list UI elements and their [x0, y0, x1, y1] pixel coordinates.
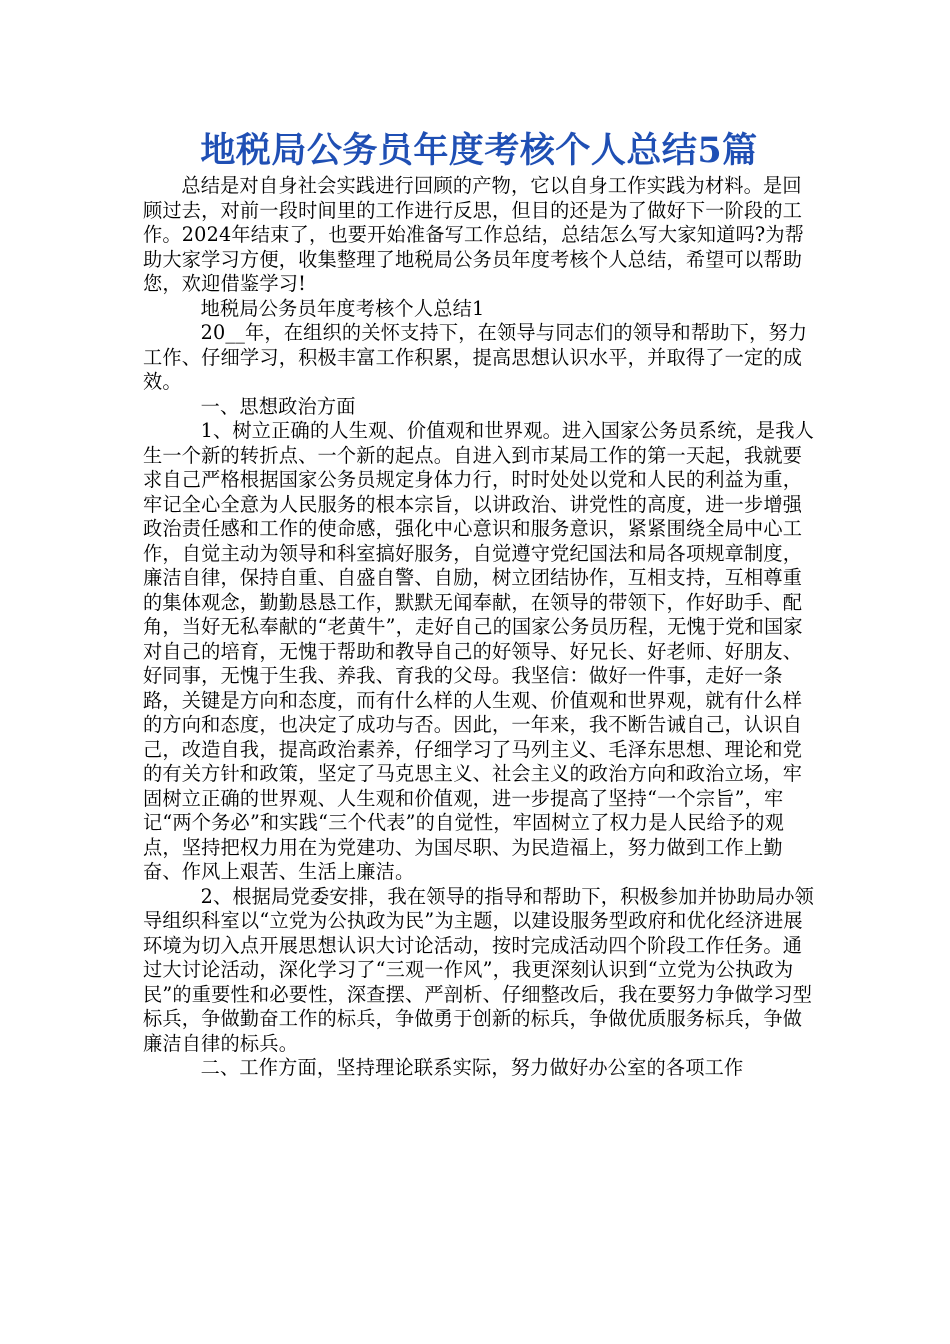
- heading-political: 一、思想政治方面: [200, 394, 356, 418]
- opening-paragraph: 20__年，在组织的关怀支持下，在领导与同志们的领导和帮助下，努力工作、仔细学习，积极丰富工作积累，提高思想认识水平，并取得了一定的成效。: [143, 321, 808, 393]
- document-page: [143, 128, 815, 1081]
- point-2-paragraph: 2、根据局党委安排，我在领导的指导和帮助下，积极参加并协助局办领导组织科室以“立党为公执政为民”为主题，以建设服务型政府和优化经济进展环境为切入点开展思想认识大讨论活动，按时完成活动四个阶段工作任务。通过大讨论活动，深化学习了“三观一作风”，我更深刻认识到“立党为公执政为民”的重要性和必要性，深查摆、严剖析、仔细整改后，我在要努力争做学习型标兵，争做勤奋工作的标兵，争做勇于创新的标兵，争做优质服务标兵，争做廉洁自律的标兵。: [143, 884, 815, 1055]
- section-title: 地税局公务员年度考核个人总结1: [200, 296, 485, 320]
- heading-work: 二、工作方面，坚持理论联系实际，努力做好办公室的各项工作: [200, 1056, 744, 1079]
- point-1-paragraph: 1、树立正确的人生观、价值观和世界观。进入国家公务员系统，是我人生一个新的转折点、一个新的起点。自进入到市某局工作的第一天起，我就要求自己严格根据国家公务员规定身体力行，时时处处以党和人民的利益为重，牢记全心全意为人民服务的根本宗旨，以讲政治、讲党性的高度，进一步增强政治责任感和工作的使命感，强化中心意识和服务意识，紧紧围绕全局中心工作，自觉主动为领导和科室搞好服务，自觉遵守党纪国法和局各项规章制度，廉洁自律，保持自重、自盛自警、自励，树立团结协作，互相支持，互相尊重的集体观念，勤勤恳恳工作，默默无闻奉献，在领导的带领下，作好助手、配角，当好无私奉献的“老黄牛”，走好自己的国家公务员历程，无愧于党和国家对自己的培育，无愧于帮助和教导自己的好领导、好兄长、好老师、好朋友、好同事，无愧于生我、养我、育我的父母。我坚信：做好一件事，走好一条路，关键是方向和态度，而有什么样的人生观、价值观和世界观，就有什么样的方向和态度，也决定了成功与否。因此，一年来，我不断告诫自己，认识自己，改造自我，提高政治素养，仔细学习了马列主义、毛泽东思想、理论和党的有关方针和政策，坚定了马克思主义、社会主义的政治方向和政治立场，牢固树立正确的世界观、人生观和价值观，进一步提高了坚持“一个宗旨”，牢记“两个务必”和实践“三个代表”的自觉性，牢固树立了权力是人民给予的观点，坚持把权力用在为党建功、为国尽职、为民造福上，努力做到工作上勤奋、作风上艰苦、生活上廉洁。: [143, 419, 815, 883]
- document-body: [143, 174, 815, 1081]
- document-title: 地税局公务员年度考核个人总结5篇: [200, 130, 758, 171]
- intro-paragraph: 总结是对自身社会实践进行回顾的产物，它以自身工作实践为材料。是回顾过去，对前一段时间里的工作进行反思，但目的还是为了做好下一阶段的工作。2024年结束了，也要开始准备写工作总结，总结怎么写大家知道吗?为帮助大家学习方便，收集整理了地税局公务员年度考核个人总结，希望可以帮助您，欢迎借鉴学习!: [143, 174, 805, 295]
